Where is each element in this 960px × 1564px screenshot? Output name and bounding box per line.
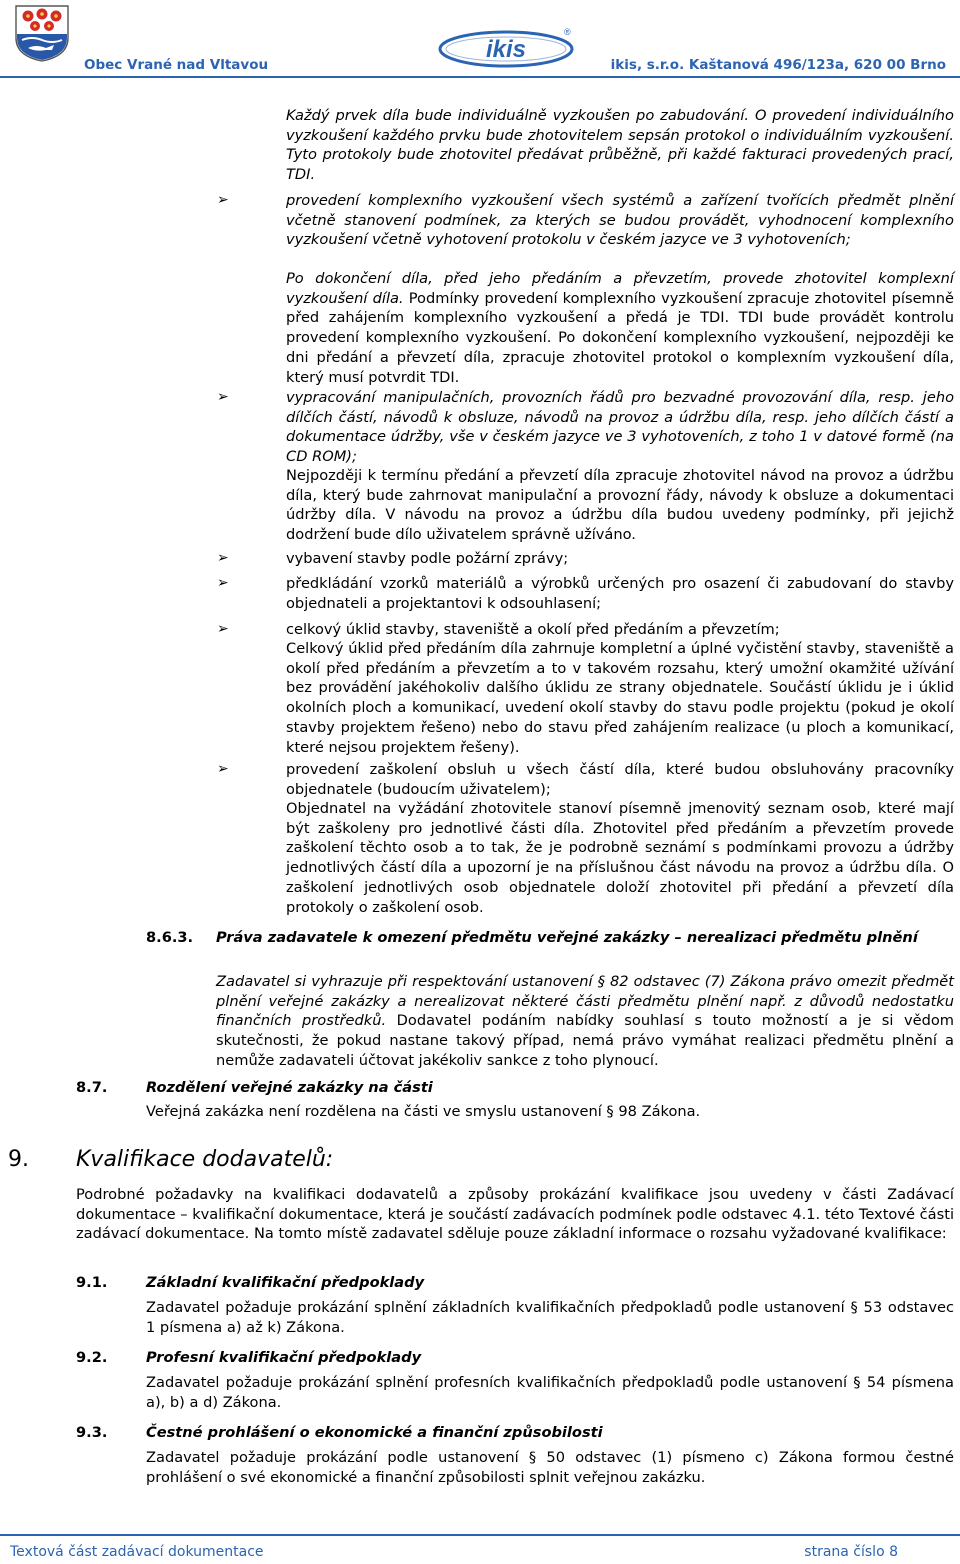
- bullet-2-body: Nejpozději k termínu předání a převzetí díla zpracuje zhotovitel návod na provoz a údržbu díla, který bude zahrnovat manipulační a provozní řády, návody k obsluze a dokumentaci údržby díla. V návodu na provoz a údržbu díla budou uvedeny podmínky, při jejichž dodržení bude dílo uživatelem správně užíváno.: [286, 467, 954, 544]
- bullet-4-lead: předkládání vzorků materiálů a výrobků určených pro osazení či zabudovaní do stavby objednateli a projektantovi k odsouhlasení;: [286, 575, 954, 612]
- bullet-5-lead: celkový úklid stavby, staveniště a okolí před předáním a převzetím;: [286, 621, 780, 638]
- svg-text:®: ®: [564, 27, 571, 37]
- municipality-crest-icon: [14, 4, 70, 62]
- bullet-1-body: Po dokončení díla, před jeho předáním a převzetím, provede zhotovitel komplexní vyzkoušení díla. Podmínky provedení komplexního vyzkoušení zpracuje zhotovitel písemně před zahájením komplexního vyzkoušení a předá je TDI. TDI bude provádět kontrolu provedení komplexního vyzkoušení. Po dokončení komplexního vyzkoušení, nejpozději ke dni předání a převzetí díla, zpracuje zhotovitel protokol o komplexním vyzkoušení díla, který musí potvrdit TDI.: [286, 270, 954, 386]
- section-9-3-title: Čestné prohlášení o ekonomické a finanční způsobilosti: [146, 1424, 603, 1441]
- footer-document-title: Textová část zadávací dokumentace: [10, 1544, 264, 1560]
- bullet-2-lead: vypracování manipulačních, provozních řádů pro bezvadné provozování díla, resp. jeho dílčích částí, návodů k obsluze, návodů na provoz a údržbu díla, resp. jeho dílčích částí a dokumentace údržby, vše v českém jazyce ve 3 vyhotoveních, z toho 1 v datové formě (na CD ROM);: [286, 389, 954, 466]
- footer-page-number: strana číslo 8: [804, 1544, 898, 1560]
- section-9-1-number: 9.1.: [76, 1274, 108, 1291]
- section-8-6-3-title: Práva zadavatele k omezení předmětu veřejné zakázky – nerealizaci předmětu plnění: [216, 929, 918, 946]
- section-9-3-number: 9.3.: [76, 1424, 108, 1441]
- ikis-logo-icon: [436, 26, 576, 72]
- section-8-7-number: 8.7.: [76, 1079, 108, 1096]
- section-9-title: Kvalifikace dodavatelů:: [76, 1147, 334, 1172]
- section-9-number: 9.: [8, 1147, 29, 1172]
- bullet-arrow-icon: ➢: [217, 575, 229, 591]
- bullet-5-body: Celkový úklid před předáním díla zahrnuje kompletní a úplné vyčistění stavby, staveniště a okolí před předáním a převzetím a to v takovém rozsahu, který umožní okamžité užívání bez provádění jakéhokoliv dalšího úklidu ze strany objednatele. Součástí úklidu je i úklid okolních ploch a komunikací, uvedení okolí stavby do stavu podle projektu (pokud je okolí stavby projektem řešeno) nebo do stavu před zahájením realizace (u ploch a komunikací, které nejsou projektem řešeny).: [286, 640, 954, 756]
- header-municipality: Obec Vrané nad Vltavou: [84, 57, 269, 73]
- section-8-7-body: Veřejná zakázka není rozdělena na části ve smyslu ustanovení § 98 Zákona.: [146, 1103, 701, 1120]
- footer-divider: [0, 1534, 960, 1536]
- section-9-1-title: Základní kvalifikační předpoklady: [146, 1274, 425, 1291]
- section-9-2-number: 9.2.: [76, 1349, 108, 1366]
- bullet-6-lead: provedení zaškolení obsluh u všech částí díla, které budou obsluhovány pracovníky objednatele (budoucím uživatelem);: [286, 761, 954, 798]
- section-8-7-title: Rozdělení veřejné zakázky na části: [146, 1079, 433, 1096]
- bullet-3-lead: vybavení stavby podle požární zprávy;: [286, 550, 569, 567]
- section-9-1-body: Zadavatel požaduje prokázání splnění základních kvalifikačních předpokladů podle ustanovení § 53 odstavec 1 písmena a) až k) Zákona.: [146, 1299, 954, 1336]
- bullet-1-lead: provedení komplexního vyzkoušení všech systémů a zařízení tvořících předmět plnění včetně stanovení podmínek, za kterých se budou provádět, vyhodnocení komplexního vyzkoušení včetně vyhotovení protokolu v českém jazyce ve 3 vyhotoveních;: [286, 192, 954, 249]
- bullet-arrow-icon: ➢: [217, 761, 229, 777]
- section-8-6-3-body: Zadavatel si vyhrazuje při respektování ustanovení § 82 odstavec (7) Zákona právo omezit předmět plnění veřejné zakázky a nerealizovat některé části předmětu plnění např. z důvodů nedostatku finančních prostředků. Dodavatel podáním nabídky souhlasí s touto možností a je si vědom skutečnosti, že pokud nastane takový případ, nemá právo vymáhat realizaci předmětu plnění a nemůže zadavateli účtovat jakékoliv sankce z toho plynoucí.: [216, 973, 954, 1069]
- svg-text:ikis: ikis: [485, 36, 527, 63]
- intro-paragraph: Každý prvek díla bude individuálně vyzkoušen po zabudování. O provedení individuálního vyzkoušení každého prvku bude zhotovitelem sepsán protokol o individuálním vyzkoušení. Tyto protokoly bude zhotovitel předávat průběžně, při každé fakturaci provedených prací, TDI.: [286, 107, 954, 184]
- section-9-3-body: Zadavatel požaduje prokázání podle ustanovení § 50 odstavec (1) písmeno c) Zákona formou čestné prohlášení o své ekonomické a finanční způsobilosti splnit veřejnou zakázku.: [146, 1449, 954, 1486]
- section-9-2-body: Zadavatel požaduje prokázání splnění profesních kvalifikačních předpokladů podle ustanovení § 54 písmena a), b) a d) Zákona.: [146, 1374, 954, 1411]
- header-divider: [0, 76, 960, 78]
- bullet-arrow-icon: ➢: [217, 621, 229, 637]
- bullet-arrow-icon: ➢: [217, 550, 229, 566]
- page-header: [0, 0, 960, 80]
- bullet-arrow-icon: ➢: [217, 389, 229, 405]
- header-company-address: ikis, s.r.o. Kaštanová 496/123a, 620 00 Brno: [610, 57, 946, 73]
- section-9-2-title: Profesní kvalifikační předpoklady: [146, 1349, 422, 1366]
- section-9-body: Podrobné požadavky na kvalifikaci dodavatelů a způsoby prokázání kvalifikace jsou uvedeny v části Zadávací dokumentace – kvalifikační dokumentace, která je součástí zadávacích podmínek podle odstavec 4.1. této Textové části zadávací dokumentace. Na tomto místě zadavatel sděluje pouze základní informace o rozsahu vyžadované kvalifikace:: [76, 1186, 954, 1243]
- bullet-6-body: Objednatel na vyžádání zhotovitele stanoví písemně jmenovitý seznam osob, které mají být zaškoleny pro jednotlivé části díla. Zhotovitel před předáním a převzetím provede zaškolení těchto osob a to tak, že je podrobně seznámí s podmínkami provozu a údržby jednotlivých částí díla a upozorní je na příslušnou část návodu na provoz a údržbu díla. O zaškolení jednotlivých osob objednatele doloží zhotovitel při předání a převzetí díla protokoly o zaškolení osob.: [286, 800, 954, 916]
- section-8-6-3-number: 8.6.3.: [146, 929, 194, 946]
- bullet-arrow-icon: ➢: [217, 192, 229, 208]
